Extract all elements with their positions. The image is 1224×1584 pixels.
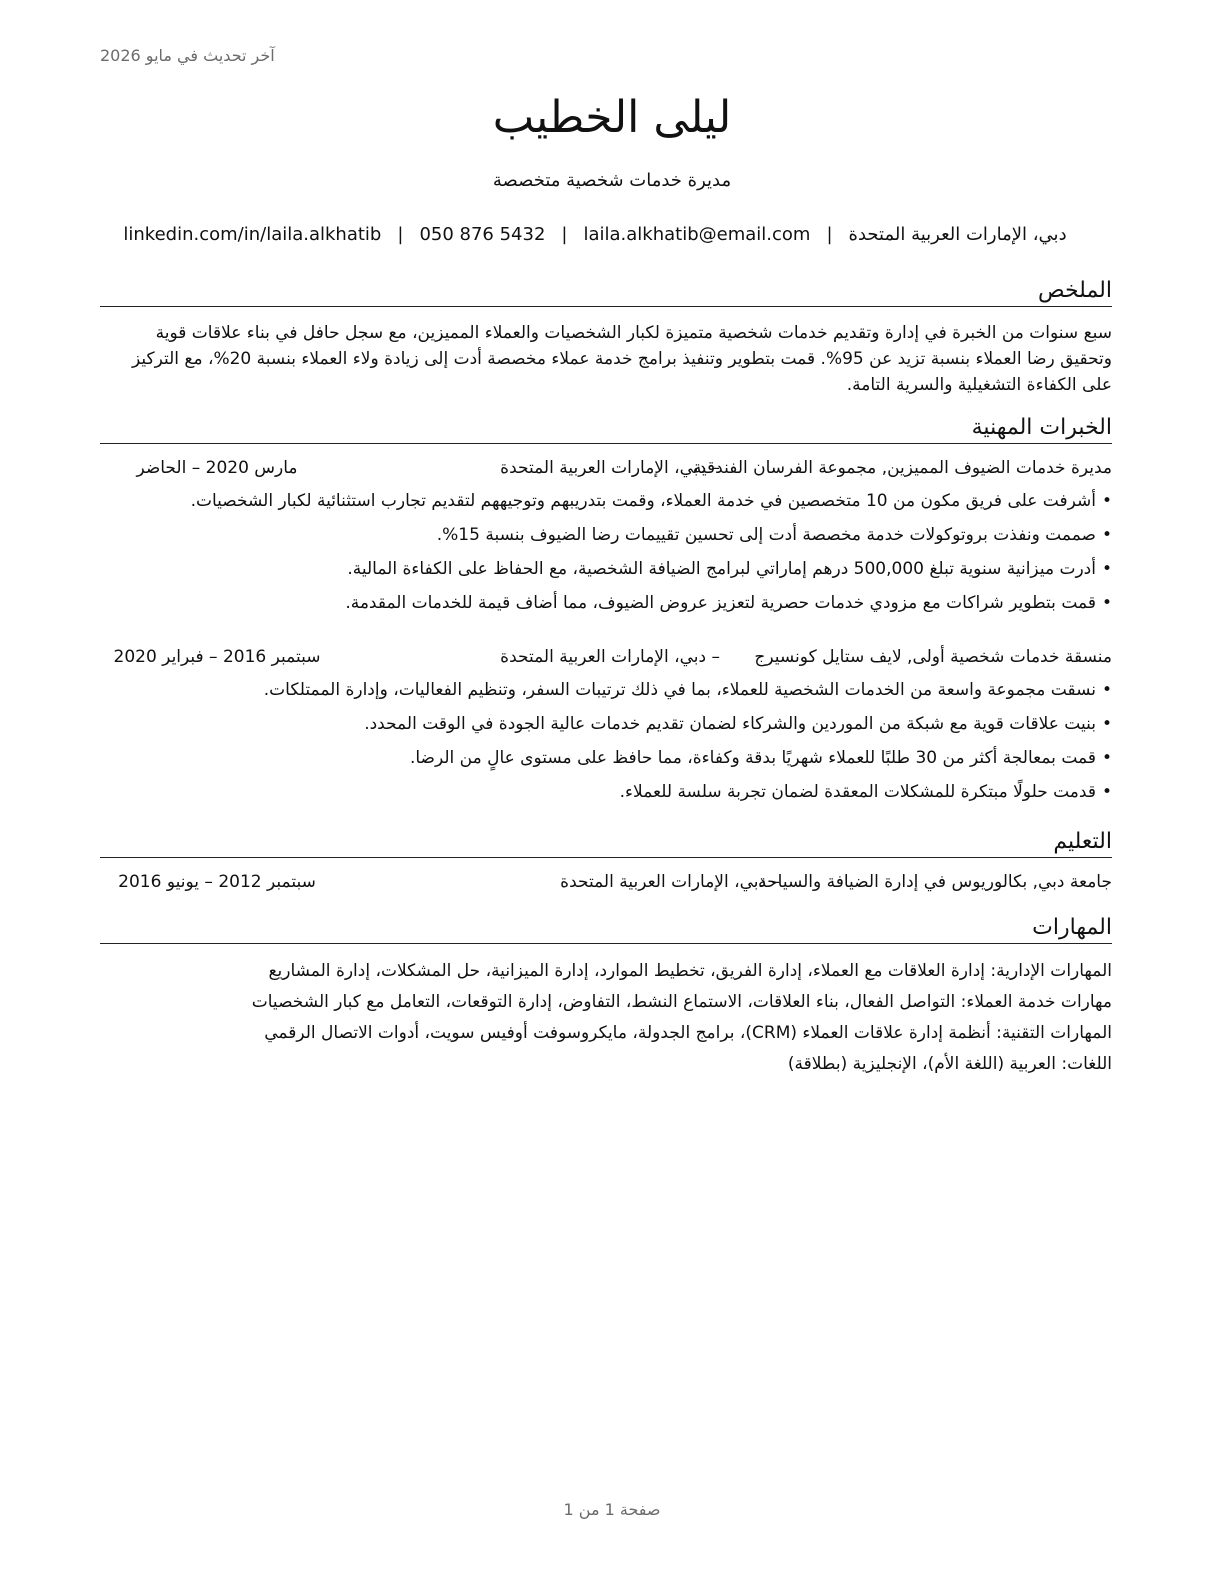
- education-entry: [100, 872, 1112, 898]
- contact-line: [100, 224, 1090, 245]
- education-location: – دبي، الإمارات العربية المتحدة: [560, 872, 780, 892]
- candidate-title: مديرة خدمات شخصية متخصصة: [492, 170, 732, 191]
- job-dates: مارس 2020 – الحاضر: [136, 458, 298, 478]
- bullet-icon: •: [1101, 593, 1112, 613]
- job-entry-2: [100, 647, 1112, 673]
- list-item: •قدمت حلولًا مبتكرة للمشكلات المعقدة لضمان تجربة سلسة للعملاء.: [619, 782, 1112, 802]
- bullet-icon: •: [1101, 525, 1112, 545]
- list-item: المهارات التقنية: أنظمة إدارة علاقات العملاء (CRM)، برامج الجدولة، مايكروسوفت أوفيس سويت، أدوات الاتصال الرقمي: [264, 1023, 1112, 1043]
- job-entry-1: [100, 458, 1112, 484]
- skills-heading: المهارات: [100, 914, 1112, 944]
- experience-heading: الخبرات المهنية: [100, 414, 1112, 444]
- education-degree: جامعة دبي, بكالوريوس في إدارة الضيافة والسياحة: [758, 872, 1112, 892]
- contact-separator: |: [561, 224, 568, 245]
- bullet-icon: •: [1101, 680, 1112, 700]
- contact-separator: |: [826, 224, 833, 245]
- contact-email[interactable]: laila.alkhatib@email.com: [583, 224, 811, 245]
- last-updated-note: آخر تحديث في مايو 2026: [100, 46, 275, 65]
- job-location: – دبي، الإمارات العربية المتحدة: [500, 647, 720, 667]
- skills-list: [100, 958, 1112, 1082]
- bullet-icon: •: [1101, 714, 1112, 734]
- contact-location: دبي، الإمارات العربية المتحدة: [848, 224, 1067, 245]
- contact-phone[interactable]: 050 876 5432: [419, 224, 546, 245]
- job-role: مديرة خدمات الضيوف المميزين, مجموعة الفرسان الفندقية: [692, 458, 1112, 478]
- candidate-name: ليلى الخطيب: [492, 92, 732, 143]
- list-item: اللغات: العربية (اللغة الأم)، الإنجليزية (بطلاقة): [787, 1054, 1112, 1074]
- job-location: – دبي، الإمارات العربية المتحدة: [500, 458, 720, 478]
- contact-linkedin[interactable]: linkedin.com/in/laila.alkhatib: [123, 224, 382, 245]
- bullet-icon: •: [1101, 491, 1112, 511]
- list-item: المهارات الإدارية: إدارة العلاقات مع العملاء، إدارة الفريق، تخطيط الموارد، إدارة الميزانية، حل المشكلات، إدارة المشاريع: [268, 961, 1112, 981]
- bullet-icon: •: [1101, 782, 1112, 802]
- list-item: •أشرفت على فريق مكون من 10 متخصصين في خدمة العملاء، وقمت بتدريبهم وتوجيههم لتقديم تجارب استثنائية لكبار الشخصيات.: [190, 491, 1112, 511]
- contact-separator: |: [397, 224, 404, 245]
- job-2-bullets: [94, 677, 1112, 813]
- list-item: •بنيت علاقات قوية مع شبكة من الموردين والشركاء لضمان تقديم خدمات عالية الجودة في الوقت المحدد.: [364, 714, 1112, 734]
- bullet-icon: •: [1101, 748, 1112, 768]
- job-1-bullets: [94, 488, 1112, 624]
- education-dates: سبتمبر 2012 – يونيو 2016: [118, 872, 316, 892]
- summary-heading: الملخص: [100, 277, 1112, 307]
- list-item: مهارات خدمة العملاء: التواصل الفعال، بناء العلاقات، الاستماع النشط، التفاوض، إدارة التوقعات، التعامل مع كبار الشخصيات: [251, 992, 1112, 1012]
- list-item: •صممت ونفذت بروتوكولات خدمة مخصصة أدت إلى تحسين تقييمات رضا الضيوف بنسبة 15%.: [436, 525, 1112, 545]
- bullet-icon: •: [1101, 559, 1112, 579]
- list-item: •أدرت ميزانية سنوية تبلغ 500,000 درهم إماراتي لبرامج الضيافة الشخصية، مع الحفاظ على الكفاءة المالية.: [347, 559, 1112, 579]
- list-item: •قمت بمعالجة أكثر من 30 طلبًا للعملاء شهريًا بدقة وكفاءة، مما حافظ على مستوى عالٍ من الرضا.: [409, 748, 1112, 768]
- summary-text: سبع سنوات من الخبرة في إدارة وتقديم خدمات شخصية متميزة لكبار الشخصيات والعملاء المميزين، مع سجل حافل في بناء علاقات قوية وتحقيق رضا العملاء بنسبة تزيد عن 95%. قمت بتطوير وتنفيذ برامج خدمة عملاء مخصصة أدت إلى زيادة ولاء العملاء بنسبة 20%، مع التركيز على الكفاءة التشغيلية والسرية التامة.: [131, 323, 1112, 395]
- job-dates: سبتمبر 2016 – فبراير 2020: [113, 647, 321, 667]
- list-item: •قمت بتطوير شراكات مع مزودي خدمات حصرية لتعزيز عروض الضيوف، مما أضاف قيمة للخدمات المقدمة.: [345, 593, 1112, 613]
- page-number: صفحة 1 من 1: [563, 1500, 661, 1519]
- job-role: منسقة خدمات شخصية أولى, لايف ستايل كونسيرج: [754, 647, 1112, 667]
- education-heading: التعليم: [100, 828, 1112, 858]
- list-item: •نسقت مجموعة واسعة من الخدمات الشخصية للعملاء، بما في ذلك ترتيبات السفر، وتنظيم الفعاليات، وإدارة الممتلكات.: [263, 680, 1112, 700]
